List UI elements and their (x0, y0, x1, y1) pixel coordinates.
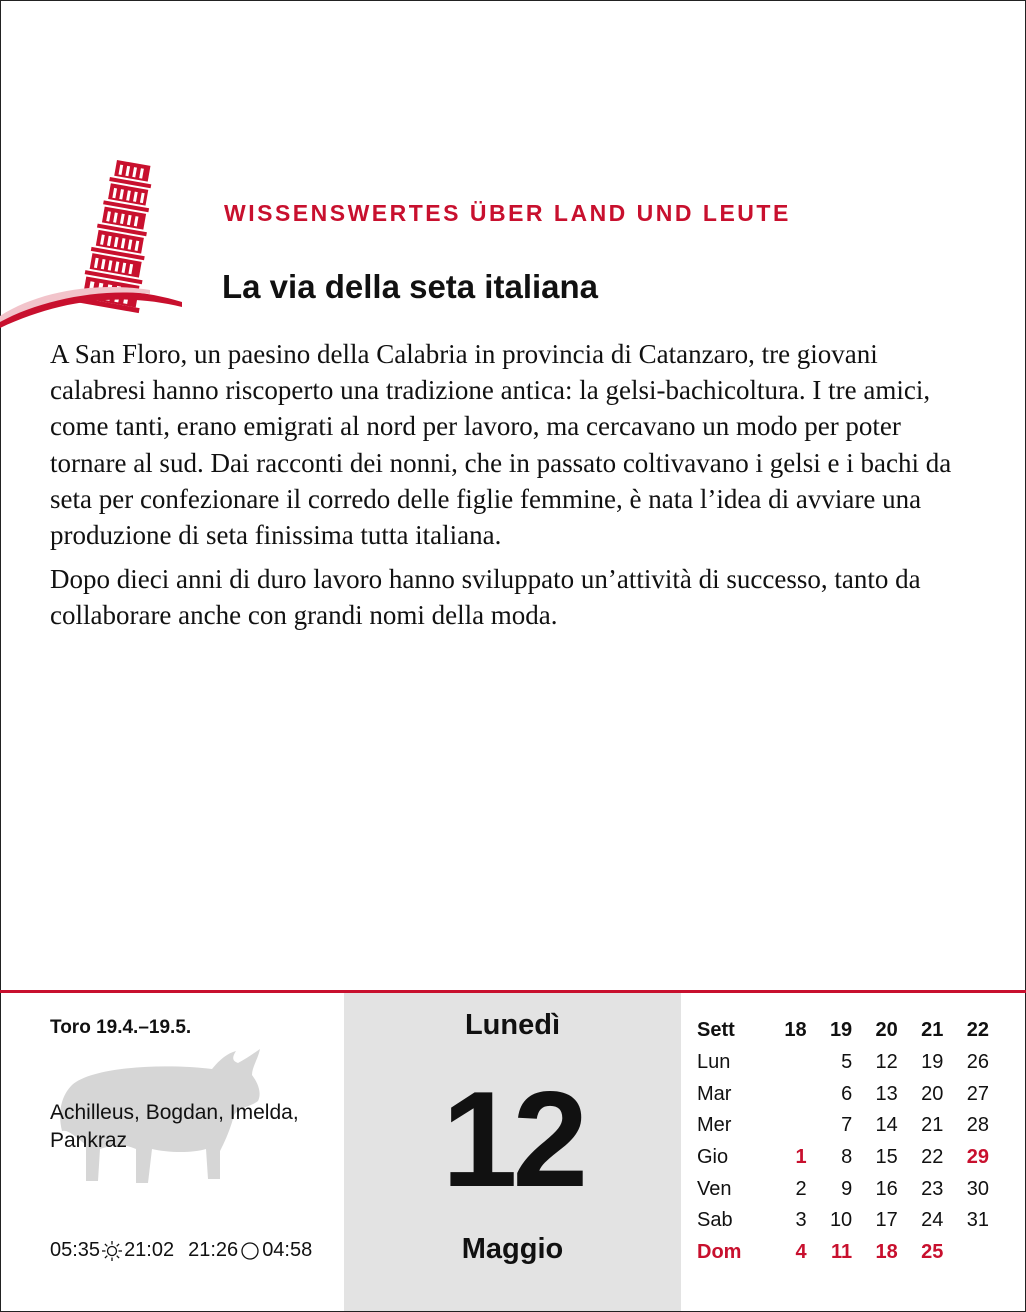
weekday: Lunedì (464, 1009, 561, 1041)
calendar-day: 14 (875, 1114, 898, 1137)
week-header-label: Sett (697, 1019, 735, 1042)
sun-icon (101, 1240, 123, 1262)
weekday-label: Mar (697, 1082, 732, 1105)
moonrise-time: 21:26 (188, 1239, 239, 1261)
calendar-day: 16 (875, 1177, 898, 1200)
date-panel (344, 993, 681, 1311)
calendar-day: 12 (875, 1051, 898, 1074)
calendar-header-row (697, 1015, 989, 1047)
calendar-day: 20 (921, 1082, 944, 1105)
calendar-day: 27 (966, 1082, 989, 1105)
calendar-day: 6 (841, 1082, 853, 1105)
week-number: 21 (921, 1019, 944, 1042)
moon-icon (239, 1240, 261, 1262)
calendar-row (697, 1142, 989, 1174)
calendar-row (697, 1047, 989, 1079)
calendar-day: 17 (875, 1209, 898, 1232)
calendar-day: 7 (841, 1114, 853, 1137)
calendar-row (697, 1110, 989, 1142)
sunrise-time: 05:35 (50, 1239, 101, 1261)
calendar-day: 23 (921, 1177, 944, 1200)
calendar-day: 29 (966, 1146, 989, 1169)
calendar-day: 25 (921, 1241, 944, 1264)
calendar-day: 3 (795, 1209, 807, 1232)
sunset-time: 21:02 (124, 1239, 175, 1261)
moonset-time: 04:58 (262, 1239, 313, 1261)
weekday-label: Sab (697, 1209, 733, 1232)
calendar-day: 26 (966, 1051, 989, 1074)
calendar-day: 31 (966, 1209, 989, 1232)
weekday-label: Ven (697, 1177, 732, 1200)
day-number: 12 (441, 1063, 584, 1215)
week-number: 19 (829, 1019, 853, 1042)
calendar-day: 2 (795, 1177, 807, 1200)
sun-moon-times (50, 1239, 312, 1262)
calendar-day: 1 (795, 1146, 807, 1169)
calendar-day: 11 (831, 1241, 853, 1264)
zodiac-panel (0, 993, 344, 1311)
zodiac-sign: Toro 19.4.–19.5. (50, 1017, 192, 1038)
calendar-row (697, 1078, 989, 1110)
calendar-day: 22 (921, 1146, 944, 1169)
article-body (50, 336, 980, 642)
calendar-day: 21 (921, 1114, 944, 1137)
article-paragraph: Dopo dieci anni di duro lavoro hanno sviluppato un’attività di successo, tanto da collaborare anche con grandi nomi della moda. (50, 564, 921, 631)
calendar-day: 8 (841, 1146, 853, 1169)
week-number: 18 (784, 1019, 807, 1042)
calendar-day: 10 (829, 1209, 853, 1232)
week-number: 22 (966, 1019, 989, 1042)
calendar-day: 30 (966, 1177, 989, 1200)
calendar-day: 24 (921, 1209, 944, 1232)
month-calendar (681, 993, 1026, 1311)
weekday-label: Mer (697, 1114, 732, 1137)
calendar-row (697, 1237, 989, 1269)
section-label: WISSENSWERTES ÜBER LAND UND LEUTE (224, 200, 791, 226)
month: Maggio (461, 1233, 564, 1265)
calendar-day: 4 (795, 1241, 807, 1264)
weekday-label: Dom (697, 1241, 742, 1264)
calendar-day: 5 (841, 1051, 853, 1074)
leaning-tower-of-pisa-icon (0, 150, 190, 330)
namedays: Achilleus, Bogdan, Imelda, Pankraz (50, 1101, 299, 1152)
article-paragraph: A San Floro, un paesino della Calabria in provincia di Catanzaro, tre giovani calabresi hanno riscoperto una tradizione antica: la gelsi-bachicoltura. I tre amici, come tanti, erano emigrati al nord per lavoro, ma cercavano un modo per poter tornare al sud. Dai racconti dei nonni, che in passato coltivavano i gelsi e i bachi da seta per confezionare il corredo delle figlie femmine, è nata l’idea di avviare una produzione di seta finissima tutta italiana. (50, 339, 952, 551)
calendar-row (697, 1173, 989, 1205)
week-number: 20 (875, 1019, 898, 1042)
calendar-grid (697, 1015, 989, 1269)
calendar-row (697, 1205, 989, 1237)
calendar-day: 15 (875, 1146, 898, 1169)
calendar-day: 18 (875, 1241, 898, 1264)
calendar-day: 19 (921, 1051, 944, 1074)
calendar-day: 28 (966, 1114, 989, 1137)
weekday-label: Lun (697, 1051, 731, 1074)
calendar-day: 9 (841, 1177, 853, 1200)
calendar-day: 13 (875, 1082, 898, 1105)
weekday-label: Gio (697, 1146, 729, 1169)
article-title: La via della seta italiana (222, 268, 599, 305)
